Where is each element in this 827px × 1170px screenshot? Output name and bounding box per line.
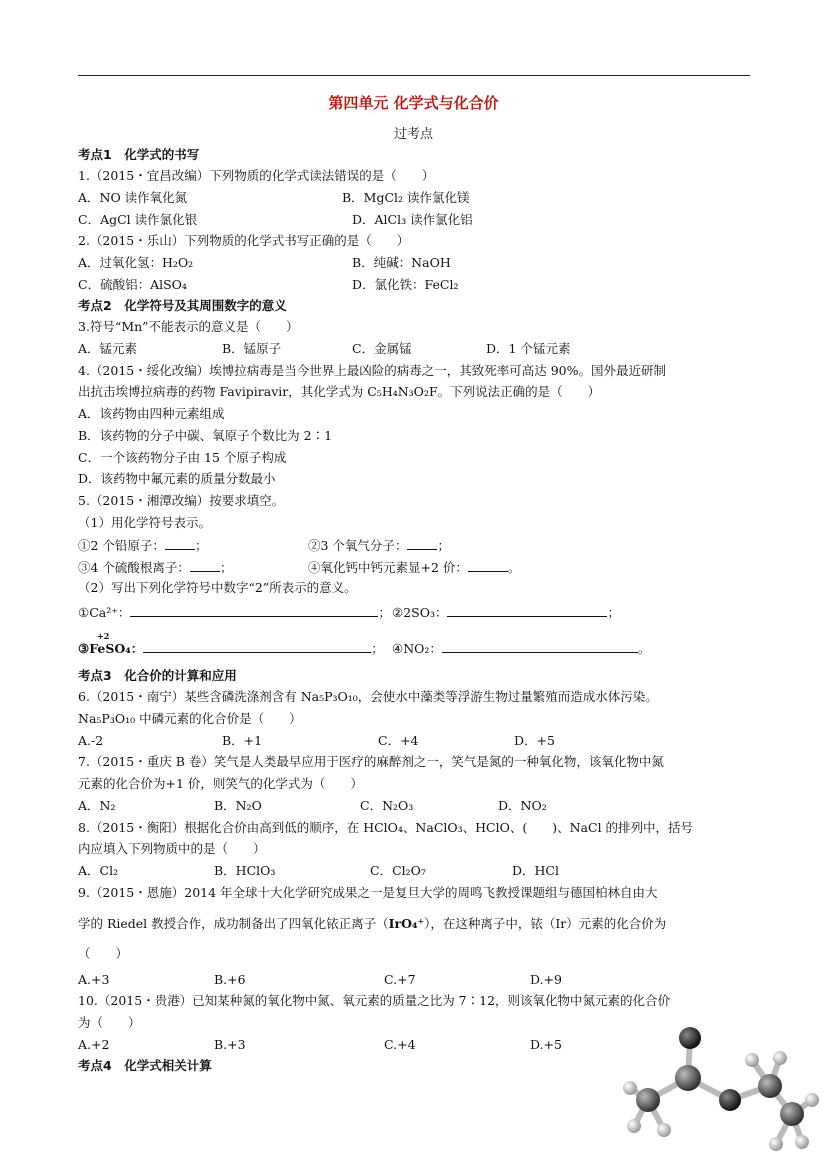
header-rule xyxy=(78,75,750,76)
question-6-stem-line1: 6.（2015・南宁）某些含磷洗涤剂含有 Na₅P₃O₁₀，会使水中藻类等浮游生物过量繁殖而造成水体污染。 xyxy=(78,689,658,704)
answer-blank[interactable] xyxy=(190,559,220,572)
question-4-option-d: D．该药物中氟元素的质量分数最小 xyxy=(78,471,276,486)
answer-blank[interactable] xyxy=(130,604,378,617)
question-9-option-a: A.+3 xyxy=(78,972,110,987)
answer-blank[interactable] xyxy=(165,537,195,550)
question-5-part-2: （2）写出下列化学符号中数字“2”所表示的意义。 xyxy=(78,580,357,595)
item-3-label: ③4 个硫酸根离子： xyxy=(78,560,190,575)
question-4-stem-line1: 4.（2015・绥化改编）埃博拉病毒是当今世界上最凶险的病毒之一，其致死率可高达 90%。国外最近研制 xyxy=(78,363,666,378)
valence-mark: +2 xyxy=(97,631,110,641)
section-heading-3: 考点3 化合价的计算和应用 xyxy=(78,668,237,683)
question-7-option-a: A．N₂ xyxy=(78,798,116,813)
question-5-meaning-2: ②2SO₃： ； xyxy=(392,605,620,620)
question-4-option-c: C．一个该药物分子由 15 个原子构成 xyxy=(78,450,287,465)
question-10-option-d: D.+5 xyxy=(530,1037,562,1052)
question-8-option-c: C．Cl₂O₇ xyxy=(370,863,426,878)
question-7-stem-line1: 7.（2015・重庆 B 卷）笑气是人类最早应用于医疗的麻醉剂之一，笑气是氮的一种氧化物，该氧化物中氮 xyxy=(78,754,664,769)
question-5-meaning-4: ④NO₂： 。 xyxy=(392,641,651,656)
question-1-stem: 1.（2015・宜昌改编）下列物质的化学式读法错误的是（ ） xyxy=(78,168,435,183)
page-subtitle: 过考点 xyxy=(393,127,433,142)
section-heading-2: 考点2 化学符号及其周围数字的意义 xyxy=(78,298,287,313)
section-heading-1: 考点1 化学式的书写 xyxy=(78,147,200,162)
iridium-ion-formula: IrO₄⁺ xyxy=(388,916,425,931)
page-title: 第四单元 化学式与化合价 xyxy=(328,94,499,112)
question-10-option-c: C.+4 xyxy=(384,1037,416,1052)
question-5-item-2: ②3 个氧气分子： ； xyxy=(308,538,450,553)
question-10-stem-line1: 10.（2015・贵港）已知某种氮的氧化物中氮、氧元素的质量之比为 7∶12，则该氧化物中氮元素的化合价 xyxy=(78,993,671,1008)
question-5-item-3: ③4 个硫酸根离子： ； xyxy=(78,560,233,575)
answer-blank[interactable] xyxy=(447,604,607,617)
question-4-option-a: A．该药物由四种元素组成 xyxy=(78,406,225,421)
question-5-item-1: ①2 个铅原子： ； xyxy=(78,538,208,553)
answer-blank[interactable] xyxy=(442,640,638,653)
question-9-option-b: B.+6 xyxy=(214,972,246,987)
question-9-stem-line3: （ ） xyxy=(78,946,129,961)
question-2-option-a: A．过氧化氢：H₂O₂ xyxy=(78,255,194,270)
question-2-option-c: C．硫酸铝：AlSO₄ xyxy=(78,277,187,292)
question-4-option-b: B．该药物的分子中碳、氧原子个数比为 2∶1 xyxy=(78,428,333,443)
question-4-stem-line2: 出抗击埃博拉病毒的药物 Favipiravir，其化学式为 C₅H₄N₃O₂F。下列说法正确的是（ ） xyxy=(78,384,601,399)
question-8-stem-line1: 8.（2015・衡阳）根据化合价由高到低的顺序，在 HClO₄、NaClO₃、HClO、( )、NaCl 的排列中，括号 xyxy=(78,820,694,835)
question-3-stem: 3.符号“Mn”不能表示的意义是（ ） xyxy=(78,319,299,334)
question-9-stem-line1: 9.（2015・恩施）2014 年全球十大化学研究成果之一是复旦大学的周鸣飞教授课题组与德国柏林自由大 xyxy=(78,885,658,900)
meaning-3-label: ③FeSO₄： xyxy=(78,641,144,656)
question-10-option-a: A.+2 xyxy=(78,1037,110,1052)
item-1-label: ①2 个铅原子： xyxy=(78,538,165,553)
question-6-option-c: C．+4 xyxy=(378,733,419,748)
answer-blank[interactable] xyxy=(407,537,437,550)
question-1-option-b: B．MgCl₂ 读作氯化镁 xyxy=(342,190,470,205)
question-7-option-c: C．N₂O₃ xyxy=(360,798,414,813)
question-9-text-a: 学的 Riedel 教授合作，成功制备出了四氧化铱正离子（ xyxy=(78,916,389,931)
question-8-option-d: D．HCl xyxy=(512,863,559,878)
question-8-stem-line2: 内应填入下列物质中的是（ ） xyxy=(78,841,266,856)
question-10-option-b: B.+3 xyxy=(214,1037,246,1052)
question-7-option-d: D．NO₂ xyxy=(498,798,547,813)
item-4-label: ④氧化钙中钙元素显+2 价： xyxy=(308,560,468,575)
molecule-model-image xyxy=(620,1018,820,1168)
question-3-option-a: A．锰元素 xyxy=(78,341,138,356)
question-8-option-a: A．Cl₂ xyxy=(78,863,119,878)
question-8-option-b: B．HClO₃ xyxy=(214,863,276,878)
question-9-stem-line2 xyxy=(78,916,666,932)
question-2-stem: 2.（2015・乐山）下列物质的化学式书写正确的是（ ） xyxy=(78,233,410,248)
question-6-option-d: D．+5 xyxy=(514,733,555,748)
question-5-part-1: （1）用化学符号表示。 xyxy=(78,515,211,530)
section-heading-4: 考点4 化学式相关计算 xyxy=(78,1058,212,1073)
question-2-option-b: B．纯碱：NaOH xyxy=(352,255,451,270)
answer-blank[interactable] xyxy=(143,640,371,653)
question-5-meaning-1: ①Ca²⁺： ； xyxy=(78,605,391,620)
question-1-option-d: D．AlCl₃ 读作氯化铝 xyxy=(352,212,473,227)
question-7-option-b: B．N₂O xyxy=(214,798,262,813)
question-6-option-a: A.-2 xyxy=(78,733,104,748)
question-3-option-c: C．金属锰 xyxy=(352,341,412,356)
question-5-stem: 5.（2015・湘潭改编）按要求填空。 xyxy=(78,493,285,508)
meaning-1-label: ①Ca²⁺： xyxy=(78,605,131,620)
question-1-option-a: A．NO 读作氧化氮 xyxy=(78,190,188,205)
question-9-option-c: C.+7 xyxy=(384,972,416,987)
answer-blank[interactable] xyxy=(468,559,508,572)
question-5-meaning-3: ③FeSO₄： ； xyxy=(78,641,384,656)
question-9-option-d: D.+9 xyxy=(530,972,562,987)
question-1-option-c: C．AgCl 读作氯化银 xyxy=(78,212,198,227)
question-3-option-b: B．锰原子 xyxy=(222,341,282,356)
question-2-option-d: D．氯化铁：FeCl₂ xyxy=(352,277,459,292)
question-3-option-d: D．1 个锰元素 xyxy=(486,341,571,356)
question-6-stem-line2: Na₅P₃O₁₀ 中磷元素的化合价是（ ） xyxy=(78,711,302,726)
question-7-stem-line2: 元素的化合价为+1 价，则笑气的化学式为（ ） xyxy=(78,776,363,791)
question-6-option-b: B．+1 xyxy=(222,733,263,748)
question-9-text-b: ），在这种离子中，铱（Ir）元素的化合价为 xyxy=(424,916,667,931)
meaning-4-label: ④NO₂： xyxy=(392,641,442,656)
question-10-stem-line2: 为（ ） xyxy=(78,1015,141,1030)
meaning-2-label: ②2SO₃： xyxy=(392,605,448,620)
question-5-item-4: ④氧化钙中钙元素显+2 价： 。 xyxy=(308,560,521,575)
item-2-label: ②3 个氧气分子： xyxy=(308,538,408,553)
